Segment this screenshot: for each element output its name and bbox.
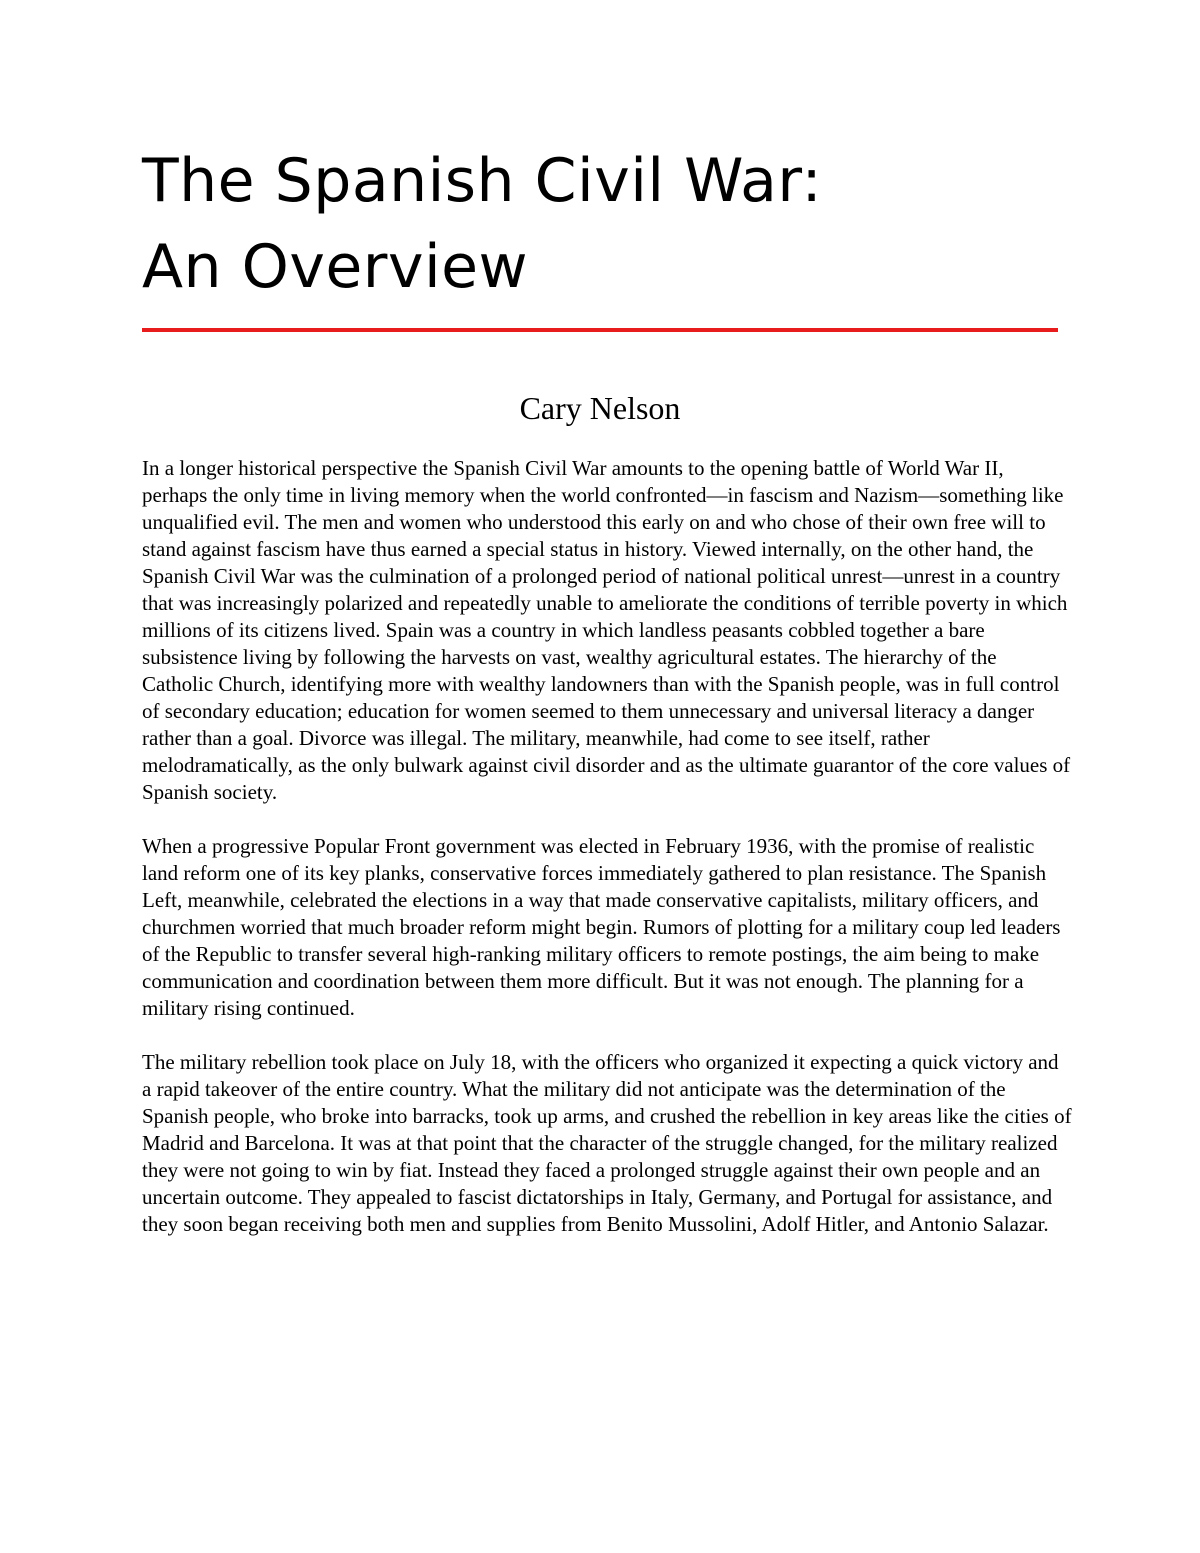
document-body [142,455,1072,1265]
document-title-line-2: An Overview [142,232,529,302]
author-name: Cary Nelson [519,390,681,426]
body-paragraph-2: When a progressive Popular Front government was elected in February 1936, with the promise of realistic land reform one of its key planks, conservative forces immediately gathered to plan resistance. The Spanish Left, meanwhile, celebrated the elections in a way that made conservative capitalists, military officers, and churchmen worried that much broader reform might begin. Rumors of plotting for a military coup led leaders of the Republic to transfer several high-ranking military officers to remote postings, the aim being to make communication and coordination between them more difficult. But it was not enough. The planning for a military rising continued. [142,834,1061,1020]
document-title-line-1: The Spanish Civil War: [142,146,823,216]
document-title [142,138,1062,310]
title-divider [142,328,1058,332]
body-paragraph-3: The military rebellion took place on July 18, with the officers who organized it expecting a quick victory and a rapid takeover of the entire country. What the military did not anticipate was the determination of the Spanish people, who broke into barracks, took up arms, and crushed the rebellion in key areas like the cities of Madrid and Barcelona. It was at that point that the character of the struggle changed, for the military realized they were not going to win by fiat. Instead they faced a prolonged struggle against their own people and an uncertain outcome. They appealed to fascist dictatorships in Italy, Germany, and Portugal for assistance, and they soon began receiving both men and supplies from Benito Mussolini, Adolf Hitler, and Antonio Salazar. [142,1050,1072,1236]
body-paragraph-1: In a longer historical perspective the Spanish Civil War amounts to the opening battle of World War II, perhaps the only time in living memory when the world confronted—in fascism and Nazism—something like unqualified evil. The men and women who understood this early on and who chose of their own free will to stand against fascism have thus earned a special status in history. Viewed internally, on the other hand, the Spanish Civil War was the culmination of a prolonged period of national political unrest—unrest in a country that was increasingly polarized and repeatedly unable to ameliorate the conditions of terrible poverty in which millions of its citizens lived. Spain was a country in which landless peasants cobbled together a bare subsistence living by following the harvests on vast, wealthy agricultural estates. The hierarchy of the Catholic Church, identifying more with wealthy landowners than with the Spanish people, was in full control of secondary education; education for women seemed to them unnecessary and universal literacy a danger rather than a goal. Divorce was illegal. The military, meanwhile, had come to see itself, rather melodramatically, as the only bulwark against civil disorder and as the ultimate guarantor of the core values of Spanish society. [142,456,1071,804]
